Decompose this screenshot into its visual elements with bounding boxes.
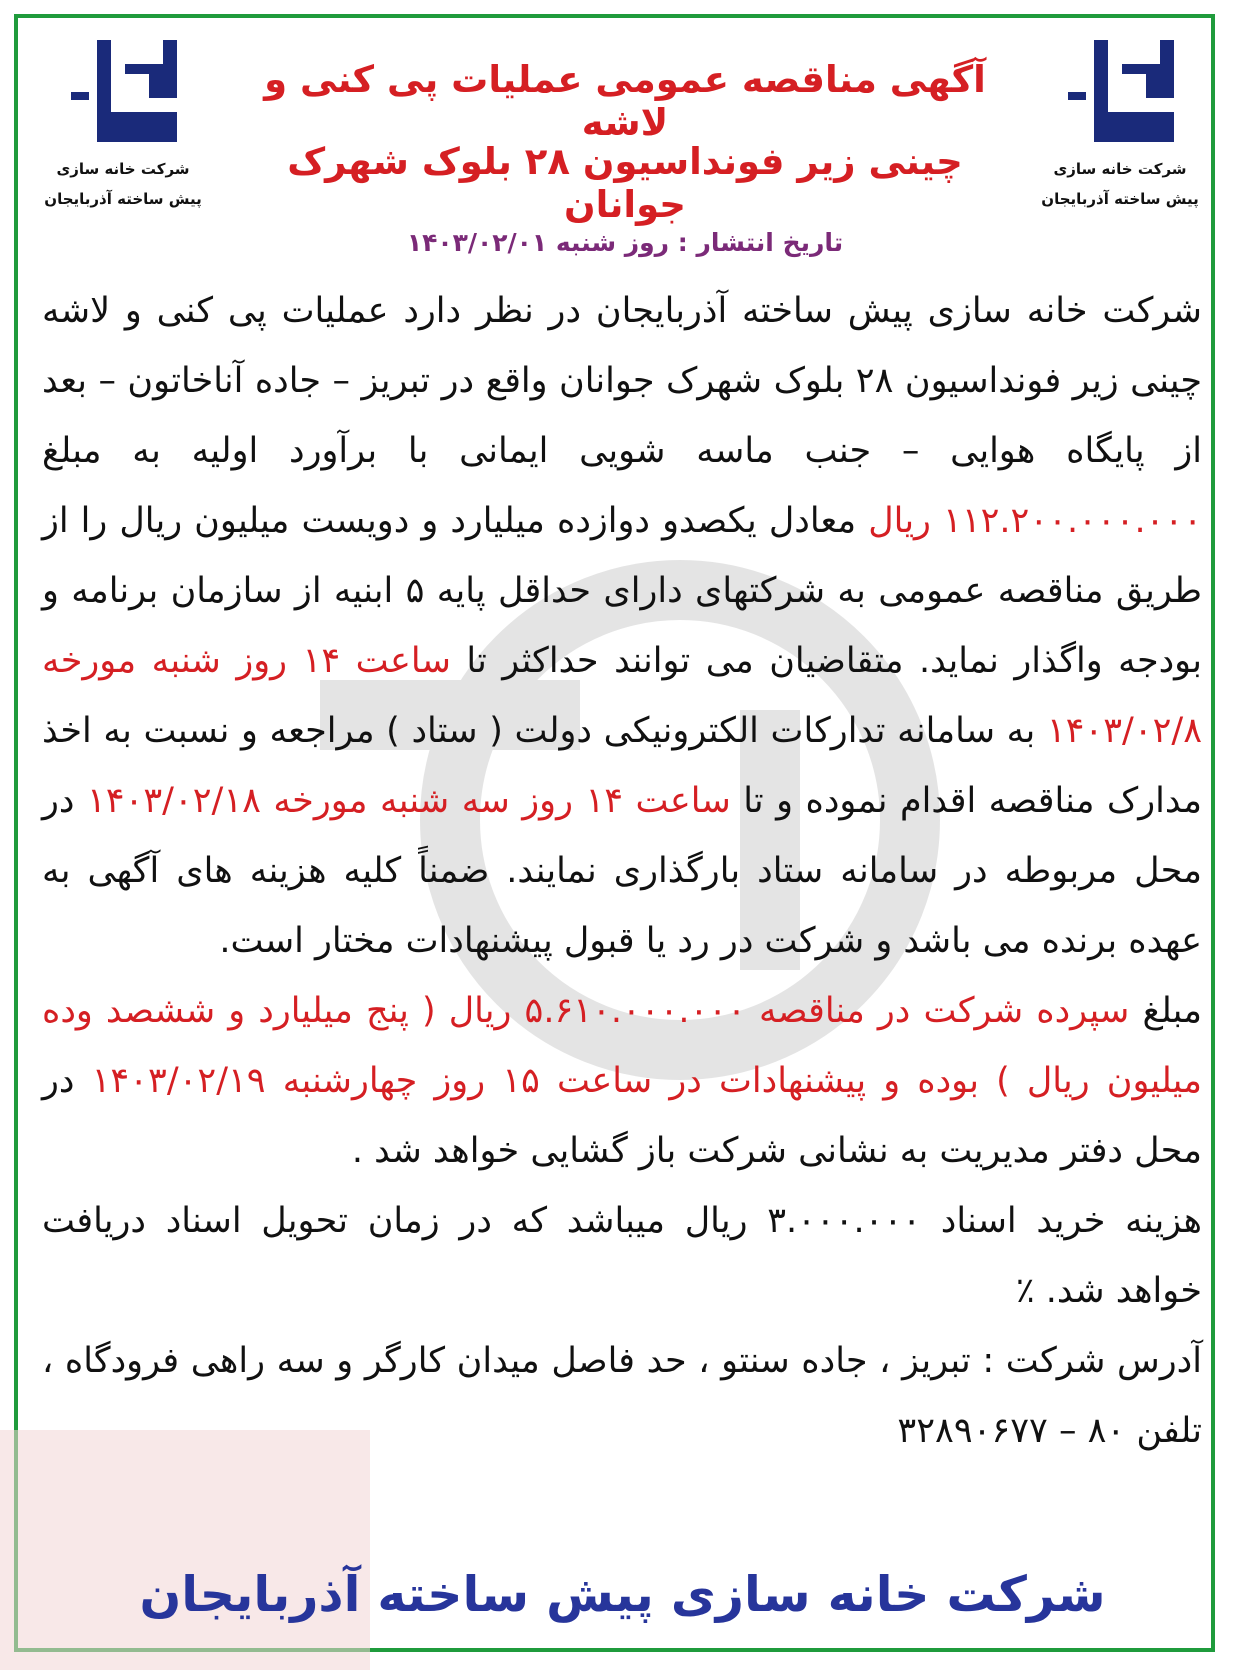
text: شرکت خانه سازی پیش ساخته آذربایجان در نظر دارد عملیات پی کنی و لاشه چینی زیر فونداسیون ۲۸ بلوک شهرک جوانان واقع در تبریز – جاده آناخاتون – بعد از پایگاه هوایی – جنب ماسه شویی ایمانی با برآورد اولیه به مبلغ [42,291,1203,471]
company-logo-icon [63,34,183,154]
deposit-details: سپرده شرکت در مناقصه ۵.۶۱۰.۰۰۰.۰۰۰ ریال ( پنج میلیارد و ششصد وده میلیون ریال ) بوده و پیشنهادات در ساعت ۱۵ روز چهارشنبه ۱۴۰۳/۰۲/۱۹ [42,991,1202,1101]
paragraph-main [42,276,1202,976]
announcement-body [42,276,1202,1466]
publish-date: تاریخ انتشار : روز شنبه ۱۴۰۳/۰۲/۰۱ [406,228,844,257]
company-logo-icon [1060,34,1180,154]
logo-line1: شرکت خانه سازی [1053,160,1187,178]
paragraph-fee: هزینه خرید اسناد ۳.۰۰۰.۰۰۰ ریال میباشد که در زمان تحویل اسناد دریافت خواهد شد. ٪ [42,1201,1202,1311]
deadline-upload: ساعت ۱۴ روز سه شنبه مورخه ۱۴۰۳/۰۲/۱۸ [86,781,731,821]
deadline-download: ساعت ۱۴ روز شنبه مورخه ۱۴۰۳/۰۲/۸ [42,641,1202,751]
estimate-amount: ۱۱۲.۲۰۰.۰۰۰.۰۰۰ ریال [868,501,1202,541]
text: معادل یکصدو دوازده میلیارد و دویست میلیون ریال را از طریق مناقصه عمومی به شرکتهای دارای حداقل پایه ۵ ابنیه از سازمان برنامه و بودجه واگذار نماید. متقاضیان می توانند حداکثر تا [42,501,1202,681]
text: در محل دفتر مدیریت به نشانی شرکت باز گشایی خواهد شد . [42,1061,1202,1171]
title-line1: آگهی مناقصه عمومی عملیات پی کنی و لاشه [264,58,986,144]
text: در محل مربوطه در سامانه ستاد بارگذاری نمایند. ضمناً کلیه هزینه های آگهی به عهده برنده می باشد و شرکت در رد یا قبول پیشنهادات مختار است. [42,781,1202,961]
logo-line2: پیش ساخته آذربایجان [44,190,202,208]
text: مبلغ [1129,991,1202,1031]
title-line2: چینی زیر فونداسیون ۲۸ بلوک شهرک جوانان [287,140,963,226]
logo-line1: شرکت خانه سازی [56,160,190,178]
logo-line2: پیش ساخته آذربایجان [1041,190,1199,208]
paragraph-address: آدرس شرکت : تبریز ، جاده سنتو ، حد فاصل میدان کارگر و سه راهی فرودگاه ، تلفن ۸۰ – ۳۲۸۹۰۶۷۷ [42,1341,1202,1451]
text: به سامانه تدارکات الکترونیکی دولت ( ستاد ) مراجعه و نسبت به اخذ مدارک مناقصه اقدام نموده و تا [42,711,1202,821]
company-logo-right [1025,34,1215,214]
footer-company-name: شرکت خانه سازی پیش ساخته آذربایجان [139,1566,1106,1623]
company-logo-left [28,34,218,214]
corner-watermark [0,1430,370,1670]
paragraph-deposit [42,976,1202,1186]
